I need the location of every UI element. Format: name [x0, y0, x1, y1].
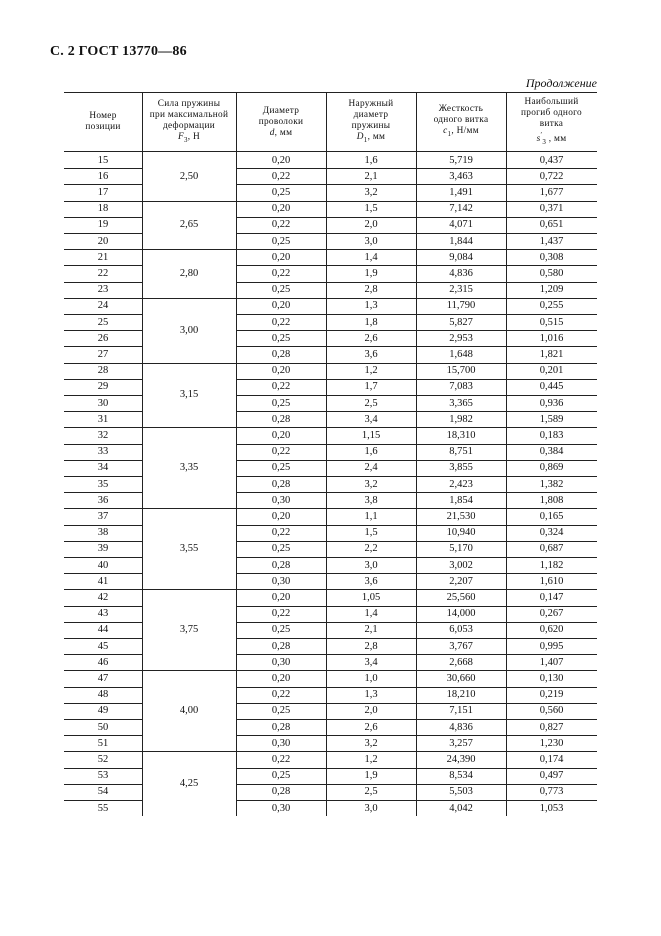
cell-d: 0,25 [271, 235, 291, 247]
cell-D: 1,05 [361, 591, 381, 603]
cell-force: 3,35 [179, 462, 199, 474]
cell-s: 1,182 [539, 559, 564, 571]
cell-s: 0,255 [539, 300, 564, 312]
cell-pos: 26 [97, 332, 109, 344]
cell-d: 0,20 [271, 203, 291, 215]
header-position: Номер позиции [85, 111, 121, 132]
cell-pos: 44 [97, 624, 109, 636]
cell-s: 0,183 [539, 429, 564, 441]
cell-c: 3,257 [449, 737, 473, 749]
cell-d: 0,22 [271, 753, 291, 765]
cell-D: 1,4 [364, 608, 378, 620]
cell-pos: 54 [97, 786, 109, 798]
cell-D: 2,6 [364, 332, 378, 344]
cell-c: 7,151 [449, 705, 473, 717]
cell-d: 0,28 [271, 786, 291, 798]
cell-D: 1,3 [364, 300, 378, 312]
cell-D: 1,4 [364, 251, 378, 263]
cell-s: 0,515 [539, 316, 564, 328]
cell-s: 0,371 [539, 203, 564, 215]
column-rule [142, 93, 143, 816]
cell-s: 0,267 [539, 608, 564, 620]
cell-s: 1,230 [539, 737, 564, 749]
cell-D: 3,6 [364, 348, 378, 360]
cell-c: 1,854 [449, 494, 473, 506]
cell-c: 8,534 [449, 770, 473, 782]
cell-d: 0,20 [271, 591, 291, 603]
cell-s: 0,130 [539, 672, 564, 684]
cell-d: 0,20 [271, 672, 291, 684]
cell-d: 0,20 [271, 300, 291, 312]
cell-pos: 31 [97, 413, 109, 425]
cell-force: 4,25 [179, 778, 199, 790]
cell-s: 1,437 [539, 235, 564, 247]
cell-pos: 34 [97, 462, 109, 474]
cell-d: 0,30 [271, 494, 291, 506]
cell-s: 1,610 [539, 575, 564, 587]
cell-s: 1,209 [539, 284, 564, 296]
cell-c: 1,982 [449, 413, 473, 425]
cell-d: 0,22 [271, 527, 291, 539]
cell-pos: 41 [97, 575, 109, 587]
cell-D: 2,0 [364, 219, 378, 231]
cell-force: 2,65 [179, 219, 199, 231]
table-header [64, 93, 597, 152]
cell-c: 15,700 [446, 365, 476, 377]
header-wire-diameter: Диаметр проволоки d, мм [258, 105, 304, 138]
cell-pos: 24 [97, 300, 109, 312]
cell-s: 0,497 [539, 770, 564, 782]
cell-c: 21,530 [446, 510, 476, 522]
cell-D: 1,9 [364, 267, 378, 279]
cell-d: 0,25 [271, 543, 291, 555]
cell-pos: 55 [97, 802, 109, 814]
cell-c: 3,002 [449, 559, 473, 571]
column-rule [326, 93, 327, 816]
cell-pos: 35 [97, 478, 109, 490]
cell-D: 3,0 [364, 802, 378, 814]
cell-s: 0,773 [539, 786, 564, 798]
cell-d: 0,22 [271, 381, 291, 393]
cell-s: 0,324 [539, 527, 564, 539]
cell-d: 0,20 [271, 510, 291, 522]
cell-force: 3,55 [179, 543, 199, 555]
cell-D: 1,6 [364, 446, 378, 458]
cell-c: 3,767 [449, 640, 473, 652]
cell-s: 0,147 [539, 591, 564, 603]
cell-force: 2,80 [179, 267, 199, 279]
cell-D: 1,9 [364, 770, 378, 782]
header-force: Сила пружины при максимальной деформации $F_3$, Н [149, 98, 229, 144]
column-rule [506, 93, 507, 816]
cell-pos: 37 [97, 510, 109, 522]
cell-s: 1,677 [539, 186, 564, 198]
cell-D: 2,8 [364, 284, 378, 296]
cell-s: 1,589 [539, 413, 564, 425]
cell-D: 1,2 [364, 365, 378, 377]
cell-c: 5,170 [449, 543, 473, 555]
cell-c: 1,648 [449, 348, 473, 360]
cell-pos: 17 [97, 186, 109, 198]
cell-c: 3,463 [449, 170, 473, 182]
cell-d: 0,25 [271, 624, 291, 636]
cell-D: 3,4 [364, 656, 378, 668]
cell-force: 3,15 [179, 389, 199, 401]
cell-pos: 38 [97, 527, 109, 539]
cell-pos: 25 [97, 316, 109, 328]
cell-pos: 33 [97, 446, 109, 458]
cell-s: 1,382 [539, 478, 564, 490]
cell-c: 2,207 [449, 575, 473, 587]
cell-c: 8,751 [449, 446, 473, 458]
cell-c: 1,844 [449, 235, 473, 247]
cell-pos: 40 [97, 559, 109, 571]
cell-c: 3,365 [449, 397, 473, 409]
cell-D: 1,5 [364, 203, 378, 215]
cell-D: 1,0 [364, 672, 378, 684]
cell-pos: 42 [97, 591, 109, 603]
cell-c: 4,042 [449, 802, 473, 814]
cell-D: 2,1 [364, 624, 378, 636]
cell-D: 2,4 [364, 462, 378, 474]
page-header: С. 2 ГОСТ 13770—86 [50, 44, 187, 59]
cell-s: 0,165 [539, 510, 564, 522]
cell-D: 3,6 [364, 575, 378, 587]
cell-d: 0,25 [271, 284, 291, 296]
cell-s: 0,869 [539, 462, 564, 474]
cell-D: 3,2 [364, 737, 378, 749]
cell-c: 7,142 [449, 203, 473, 215]
cell-D: 1,2 [364, 753, 378, 765]
cell-pos: 52 [97, 753, 109, 765]
cell-force: 3,75 [179, 624, 199, 636]
cell-pos: 20 [97, 235, 109, 247]
cell-s: 1,821 [539, 348, 564, 360]
cell-D: 2,6 [364, 721, 378, 733]
cell-pos: 32 [97, 429, 109, 441]
cell-c: 4,836 [449, 267, 473, 279]
cell-s: 0,437 [539, 154, 564, 166]
cell-D: 3,2 [364, 186, 378, 198]
cell-d: 0,30 [271, 656, 291, 668]
cell-d: 0,22 [271, 170, 291, 182]
cell-pos: 27 [97, 348, 109, 360]
cell-D: 3,4 [364, 413, 378, 425]
cell-c: 11,790 [446, 300, 476, 312]
cell-c: 7,083 [449, 381, 473, 393]
cell-s: 0,995 [539, 640, 564, 652]
cell-c: 2,315 [449, 284, 473, 296]
cell-d: 0,22 [271, 689, 291, 701]
cell-d: 0,25 [271, 462, 291, 474]
cell-s: 0,174 [539, 753, 564, 765]
cell-force: 2,50 [179, 170, 199, 182]
cell-pos: 16 [97, 170, 109, 182]
cell-d: 0,25 [271, 397, 291, 409]
header-stiffness: Жесткость одного витка $c_1$, Н/мм [433, 104, 489, 138]
cell-c: 18,310 [446, 429, 476, 441]
cell-c: 30,660 [446, 672, 476, 684]
cell-d: 0,20 [271, 365, 291, 377]
cell-d: 0,22 [271, 446, 291, 458]
cell-s: 0,687 [539, 543, 564, 555]
cell-d: 0,20 [271, 251, 291, 263]
cell-c: 9,084 [449, 251, 473, 263]
cell-D: 1,15 [361, 429, 381, 441]
cell-D: 1,7 [364, 381, 378, 393]
cell-D: 1,5 [364, 527, 378, 539]
cell-pos: 45 [97, 640, 109, 652]
cell-d: 0,22 [271, 608, 291, 620]
cell-d: 0,22 [271, 219, 291, 231]
cell-pos: 51 [97, 737, 109, 749]
cell-c: 5,719 [449, 154, 473, 166]
cell-s: 0,384 [539, 446, 564, 458]
cell-pos: 30 [97, 397, 109, 409]
header-outer-diameter: Наружный диаметр пружины $D_1$, мм [348, 98, 394, 144]
cell-s: 0,651 [539, 219, 564, 231]
cell-s: 0,201 [539, 365, 564, 377]
cell-pos: 53 [97, 770, 109, 782]
cell-pos: 18 [97, 203, 109, 215]
cell-pos: 50 [97, 721, 109, 733]
cell-d: 0,25 [271, 770, 291, 782]
cell-d: 0,28 [271, 640, 291, 652]
cell-D: 3,8 [364, 494, 378, 506]
cell-pos: 23 [97, 284, 109, 296]
cell-s: 1,053 [539, 802, 564, 814]
cell-pos: 48 [97, 689, 109, 701]
cell-c: 14,000 [446, 608, 476, 620]
cell-c: 3,855 [449, 462, 473, 474]
cell-pos: 36 [97, 494, 109, 506]
cell-D: 1,1 [364, 510, 378, 522]
cell-c: 5,503 [449, 786, 473, 798]
cell-c: 25,560 [446, 591, 476, 603]
cell-d: 0,28 [271, 413, 291, 425]
cell-d: 0,30 [271, 575, 291, 587]
cell-d: 0,28 [271, 721, 291, 733]
cell-d: 0,25 [271, 186, 291, 198]
cell-d: 0,30 [271, 737, 291, 749]
cell-s: 0,219 [539, 689, 564, 701]
cell-s: 0,308 [539, 251, 564, 263]
cell-s: 0,722 [539, 170, 564, 182]
cell-c: 2,668 [449, 656, 473, 668]
cell-pos: 15 [97, 154, 109, 166]
cell-D: 2,8 [364, 640, 378, 652]
cell-c: 2,423 [449, 478, 473, 490]
header-deflection: Наибольший прогиб одного витка $s'_3$ , мм [521, 96, 582, 146]
cell-D: 2,5 [364, 786, 378, 798]
cell-d: 0,20 [271, 154, 291, 166]
cell-c: 4,836 [449, 721, 473, 733]
cell-d: 0,22 [271, 316, 291, 328]
cell-force: 3,00 [179, 324, 199, 336]
cell-s: 1,808 [539, 494, 564, 506]
cell-d: 0,25 [271, 332, 291, 344]
cell-pos: 49 [97, 705, 109, 717]
cell-s: 0,827 [539, 721, 564, 733]
cell-d: 0,30 [271, 802, 291, 814]
cell-pos: 46 [97, 656, 109, 668]
cell-c: 18,210 [446, 689, 476, 701]
cell-pos: 28 [97, 365, 109, 377]
cell-pos: 21 [97, 251, 109, 263]
column-rule [236, 93, 237, 816]
cell-pos: 19 [97, 219, 109, 231]
cell-c: 1,491 [449, 186, 473, 198]
cell-c: 6,053 [449, 624, 473, 636]
cell-c: 2,953 [449, 332, 473, 344]
cell-s: 0,445 [539, 381, 564, 393]
cell-pos: 47 [97, 672, 109, 684]
cell-d: 0,28 [271, 559, 291, 571]
cell-d: 0,28 [271, 478, 291, 490]
column-rule [416, 93, 417, 816]
cell-D: 2,5 [364, 397, 378, 409]
cell-s: 0,580 [539, 267, 564, 279]
cell-d: 0,20 [271, 429, 291, 441]
cell-d: 0,22 [271, 267, 291, 279]
cell-s: 1,016 [539, 332, 564, 344]
cell-s: 1,407 [539, 656, 564, 668]
continuation-label: Продолжение [525, 76, 597, 90]
cell-c: 24,390 [446, 753, 476, 765]
cell-D: 1,3 [364, 689, 378, 701]
cell-s: 0,620 [539, 624, 564, 636]
cell-D: 2,0 [364, 705, 378, 717]
cell-s: 0,936 [539, 397, 564, 409]
cell-D: 3,0 [364, 559, 378, 571]
cell-s: 0,560 [539, 705, 564, 717]
cell-D: 3,2 [364, 478, 378, 490]
cell-D: 3,0 [364, 235, 378, 247]
cell-c: 5,827 [449, 316, 473, 328]
cell-force: 4,00 [179, 705, 199, 717]
cell-pos: 22 [97, 267, 109, 279]
cell-pos: 39 [97, 543, 109, 555]
cell-D: 2,2 [364, 543, 378, 555]
cell-d: 0,25 [271, 705, 291, 717]
cell-D: 1,6 [364, 154, 378, 166]
cell-pos: 29 [97, 381, 109, 393]
cell-c: 4,071 [449, 219, 473, 231]
cell-D: 1,8 [364, 316, 378, 328]
cell-d: 0,28 [271, 348, 291, 360]
cell-D: 2,1 [364, 170, 378, 182]
cell-c: 10,940 [446, 527, 476, 539]
cell-pos: 43 [97, 608, 109, 620]
